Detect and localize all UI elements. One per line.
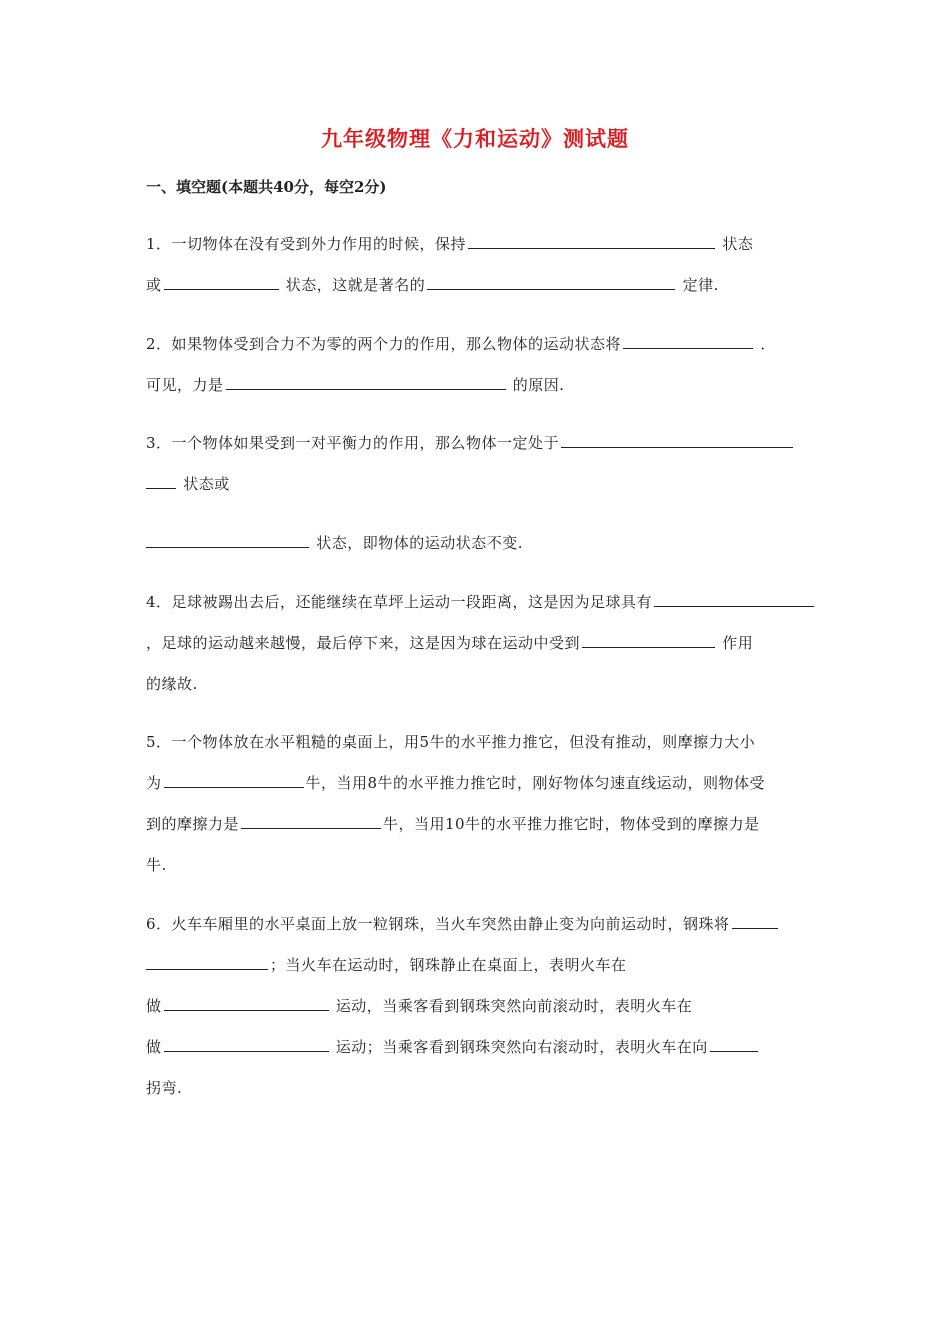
q4-line-1 xyxy=(146,591,816,612)
q4-blank-1[interactable] xyxy=(654,591,814,607)
q3-text-b: 状态或 xyxy=(183,475,230,493)
q6-line-1 xyxy=(146,913,780,934)
q2-text-b: ． xyxy=(760,335,776,353)
q6-line-4 xyxy=(146,1036,760,1057)
q1-blank-2[interactable] xyxy=(164,274,279,290)
q2-text-d: 的原因. xyxy=(512,376,565,394)
q4-text-b: ，足球的运动越来越慢，最后停下来，这是因为球在运动中受到 xyxy=(146,634,581,652)
q1-blank-3[interactable] xyxy=(427,274,675,290)
q5-text-b: 为 xyxy=(146,774,162,792)
q1-text-a: 1．一切物体在没有受到外力作用的时候，保持 xyxy=(146,235,467,253)
q6-line-3 xyxy=(146,995,692,1016)
q3-text-c: 状态，即物体的运动状态不变. xyxy=(316,534,524,552)
q5-line-4 xyxy=(146,854,167,875)
q6-blank-4[interactable] xyxy=(710,1036,758,1052)
q5-line-3 xyxy=(146,813,760,834)
q5-text-f: 牛. xyxy=(146,856,167,874)
q6-blank-2[interactable] xyxy=(164,995,329,1011)
q1-text-e: 定律. xyxy=(682,276,719,294)
q6-text-e: 做 xyxy=(146,1038,162,1056)
q5-text-a: 5．一个物体放在水平粗糙的桌面上，用5牛的水平推力推它，但没有推动，则摩擦力大小 xyxy=(146,733,756,751)
q2-line-1 xyxy=(146,333,776,354)
q2-text-a: 2．如果物体受到合力不为零的两个力的作用，那么物体的运动状态将 xyxy=(146,335,622,353)
q3-text-a: 3．一个物体如果受到一对平衡力的作用，那么物体一定处于 xyxy=(146,434,560,452)
q5-text-d: 到的摩擦力是 xyxy=(146,815,240,833)
q5-text-c: 牛，当用8牛的水平推力推它时，刚好物体匀速直线运动，则物体受 xyxy=(305,774,766,792)
q3-blank-1a[interactable] xyxy=(561,432,793,448)
q1-text-b: 状态 xyxy=(722,235,754,253)
q1-text-c: 或 xyxy=(146,276,162,294)
q2-blank-2[interactable] xyxy=(226,374,506,390)
q6-text-f: 运动；当乘客看到钢珠突然向右滚动时，表明火车在向 xyxy=(335,1038,708,1056)
q5-blank-1[interactable] xyxy=(164,772,304,788)
q6-text-c: 做 xyxy=(146,997,162,1015)
q6-text-a: 6．火车车厢里的水平桌面上放一粒钢珠，当火车突然由静止变为向前运动时，钢珠将 xyxy=(146,915,730,933)
q3-blank-1b[interactable] xyxy=(146,473,176,489)
section-heading: 一、填空题(本题共40分，每空2分) xyxy=(146,178,387,196)
page-title: 九年级物理《力和运动》测试题 xyxy=(321,126,629,151)
q6-blank-1b[interactable] xyxy=(146,954,268,970)
q6-text-g: 拐弯. xyxy=(146,1079,183,1097)
q1-text-d: 状态，这就是著名的 xyxy=(285,276,426,294)
q3-line-2 xyxy=(146,473,230,494)
q2-blank-1[interactable] xyxy=(623,333,753,349)
q4-text-d: 的缘故. xyxy=(146,675,198,693)
q4-line-3 xyxy=(146,673,198,694)
q5-line-1 xyxy=(146,731,755,752)
q1-line-1 xyxy=(146,233,753,254)
q5-text-e: 牛，当用10牛的水平推力推它时，物体受到的摩擦力是 xyxy=(383,815,760,833)
q3-line-1 xyxy=(146,432,795,453)
q2-text-c: 可见，力是 xyxy=(146,376,224,394)
q6-line-2 xyxy=(146,954,627,975)
q3-blank-2[interactable] xyxy=(146,532,309,548)
q6-text-d: 运动，当乘客看到钢珠突然向前滚动时，表明火车在 xyxy=(335,997,693,1015)
q4-text-c: 作用 xyxy=(722,634,754,652)
q1-blank-1[interactable] xyxy=(468,233,715,249)
q3-line-3 xyxy=(146,532,523,553)
q4-blank-2[interactable] xyxy=(582,632,715,648)
q1-line-2 xyxy=(146,274,719,295)
q5-line-2 xyxy=(146,772,765,793)
q5-blank-2[interactable] xyxy=(241,813,381,829)
q6-blank-1a[interactable] xyxy=(732,913,778,929)
q4-line-2 xyxy=(146,632,753,653)
q6-blank-3[interactable] xyxy=(164,1036,329,1052)
q4-text-a: 4．足球被踢出去后，还能继续在草坪上运动一段距离，这是因为足球具有 xyxy=(146,593,653,611)
q6-text-b: ；当火车在运动时，钢珠静止在桌面上，表明火车在 xyxy=(270,956,627,974)
q6-line-5 xyxy=(146,1077,182,1098)
q2-line-2 xyxy=(146,374,565,395)
